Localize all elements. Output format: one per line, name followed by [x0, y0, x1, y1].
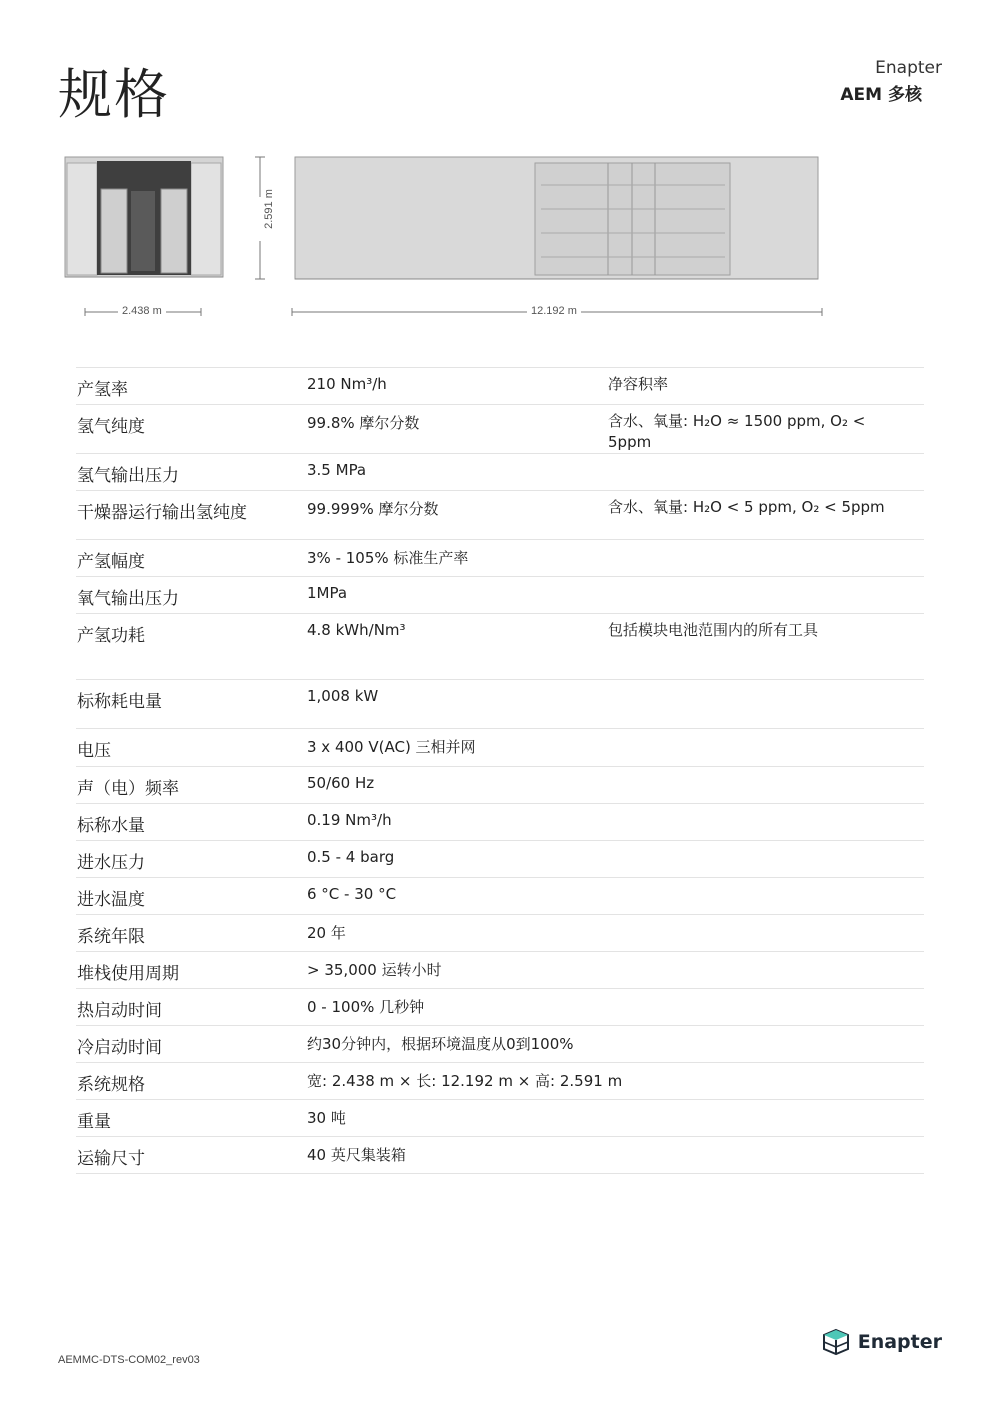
spec-value: 3.5 MPa: [307, 461, 367, 479]
spec-value: > 35,000 运转小时: [307, 961, 442, 979]
spec-label: 氧气输出压力: [77, 589, 179, 609]
spec-value: 99.999% 摩尔分数: [307, 500, 439, 518]
spec-row: [76, 840, 924, 877]
spec-row: [76, 539, 924, 576]
spec-row: [76, 453, 924, 490]
spec-value: 1,008 kW: [307, 687, 379, 705]
container-end-view: [65, 157, 223, 277]
spec-row: [76, 1099, 924, 1136]
spec-label: 系统年限: [77, 927, 145, 947]
spec-note: 净容积率: [608, 375, 669, 393]
spec-label: 产氢功耗: [77, 626, 145, 646]
spec-value: 0.5 - 4 barg: [307, 848, 395, 866]
spec-value: 210 Nm³/h: [307, 375, 387, 393]
spec-row: [76, 576, 924, 613]
spec-row: [76, 490, 924, 539]
spec-value: 99.8% 摩尔分数: [307, 414, 420, 432]
spec-label: 标称耗电量: [77, 692, 162, 712]
spec-value: 0 - 100% 几秒钟: [307, 998, 425, 1016]
spec-label: 电压: [77, 741, 111, 761]
product-name: AEM 多核: [840, 85, 922, 105]
spec-row: [76, 1062, 924, 1099]
length-label: 12.192 m: [527, 305, 581, 317]
spec-value: 4.8 kWh/Nm³: [307, 621, 406, 639]
spec-value: 30 吨: [307, 1109, 346, 1127]
spec-value: 3 x 400 V(AC) 三相并网: [307, 738, 476, 756]
spec-label: 运输尺寸: [77, 1149, 145, 1169]
spec-label: 堆栈使用周期: [77, 964, 179, 984]
spec-row: [76, 766, 924, 803]
spec-row: [76, 404, 924, 453]
container-drawing: [55, 145, 845, 335]
spec-label: 产氢幅度: [77, 552, 145, 572]
container-illustration: [55, 145, 845, 335]
page-title: 规格: [58, 63, 170, 126]
spec-label: 进水压力: [77, 853, 145, 873]
spec-value: 3% - 105% 标准生产率: [307, 549, 469, 567]
spec-label: 氢气输出压力: [77, 466, 179, 486]
brand-name: Enapter: [875, 58, 942, 78]
spec-label: 热启动时间: [77, 1001, 162, 1021]
spec-label: 标称水量: [77, 816, 145, 836]
spec-row: [76, 803, 924, 840]
spec-label: 冷启动时间: [77, 1038, 162, 1058]
spec-row: [76, 367, 924, 404]
width-label: 2.438 m: [118, 305, 166, 317]
spec-label: 声（电）频率: [77, 779, 179, 799]
header-brand: [840, 58, 942, 105]
spec-row: [76, 613, 924, 679]
spec-value: 0.19 Nm³/h: [307, 811, 392, 829]
spec-row: [76, 728, 924, 766]
spec-label: 氢气纯度: [77, 417, 145, 437]
spec-row: [76, 914, 924, 951]
spec-row: [76, 951, 924, 988]
spec-value: 1MPa: [307, 584, 348, 602]
spec-label: 产氢率: [77, 380, 128, 400]
spec-value: 约30分钟内，根据环境温度从0到100%: [307, 1035, 574, 1053]
spec-value: 20 年: [307, 924, 346, 942]
spec-note: 包括模块电池范围内的所有工具: [608, 621, 819, 639]
spec-note: 含水、氧量: H₂O < 5 ppm, O₂ < 5ppm: [608, 498, 885, 516]
spec-label: 进水温度: [77, 890, 145, 910]
container-side-view: [295, 157, 818, 279]
spec-label: 干燥器运行输出氢纯度: [77, 503, 247, 523]
spec-value: 6 °C - 30 °C: [307, 885, 397, 903]
spec-row: [76, 988, 924, 1025]
spec-label: 系统规格: [77, 1075, 145, 1095]
spec-row: [76, 1025, 924, 1062]
spec-label: 重量: [77, 1112, 111, 1132]
spec-value: 40 英尺集装箱: [307, 1146, 406, 1164]
footer-brand: [822, 1328, 942, 1356]
footer-brand-name: Enapter: [857, 1331, 942, 1353]
spec-note: 含水、氧量: H₂O ≈ 1500 ppm, O₂ < 5ppm: [608, 412, 866, 451]
document-id: AEMMC-DTS-COM02_rev03: [58, 1354, 200, 1366]
spec-value: 50/60 Hz: [307, 774, 375, 792]
spec-row: [76, 679, 924, 728]
spec-row: [76, 877, 924, 914]
enapter-logo-icon: [822, 1328, 850, 1356]
spec-table: [76, 367, 924, 1174]
spec-row: [76, 1136, 924, 1174]
spec-value: 宽: 2.438 m × 长: 12.192 m × 高: 2.591 m: [307, 1072, 623, 1090]
height-label: 2.591 m: [263, 185, 275, 233]
